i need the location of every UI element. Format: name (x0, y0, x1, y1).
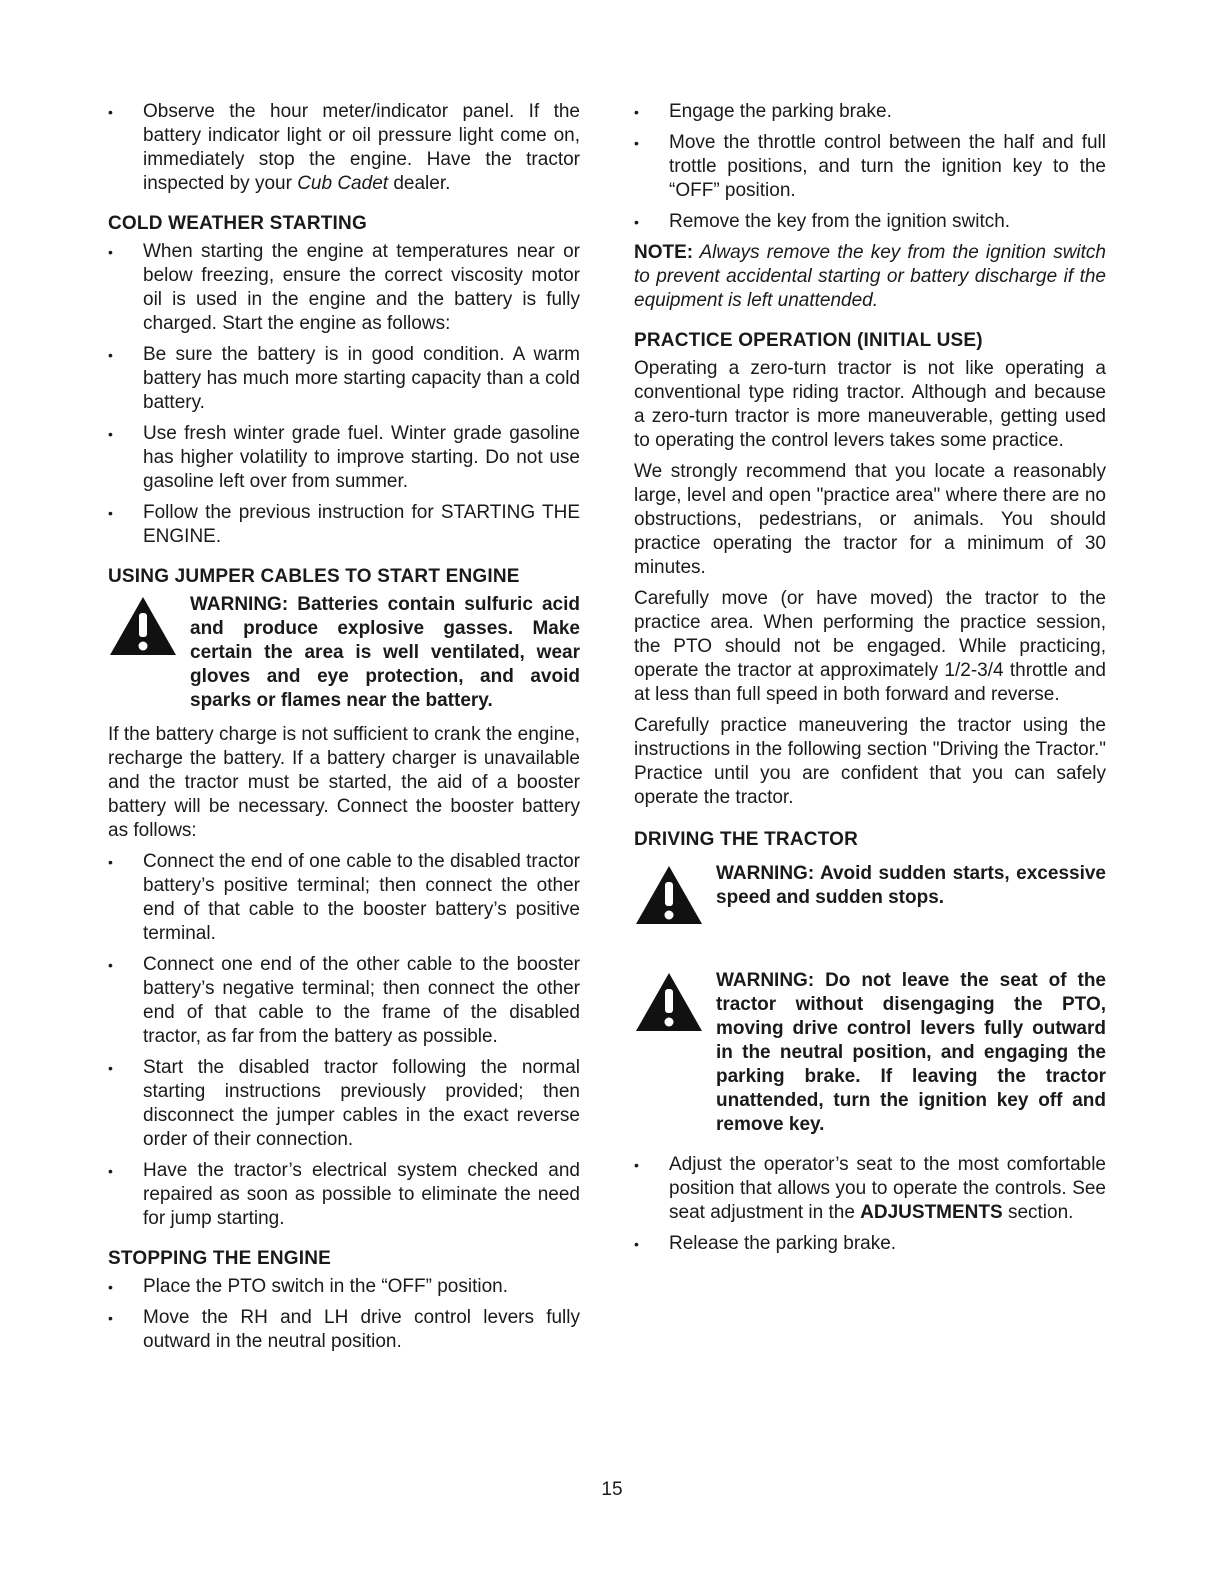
page-number: 15 (601, 1479, 623, 1500)
left-column (108, 100, 580, 1361)
warning-sudden-starts (634, 862, 1106, 933)
list-item: • Move the throttle control between the half and full trottle positions, and turn the ignition key to the “OFF” position. (634, 131, 1106, 203)
driving-list (634, 1153, 1106, 1256)
section-heading-stopping-engine: STOPPING THE ENGINE (108, 1248, 332, 1269)
list-item: • Follow the previous instruction for STARTING THE ENGINE. (108, 501, 580, 549)
list-item: • Release the parking brake. (634, 1232, 1106, 1256)
practice-paragraph: We strongly recommend that you locate a reasonably large, level and open "practice area" where there are no obstructions, pedestrians, or animals. You should practice operating the tractor for a minimum of 30 minutes. (634, 461, 1106, 578)
stopping-continued-list (634, 100, 1106, 234)
list-item: • Be sure the battery is in good condition. A warm battery has much more starting capacity than a cold battery. (108, 343, 580, 415)
cold-weather-list (108, 240, 580, 549)
note-paragraph (634, 241, 1106, 313)
intro-list (108, 100, 580, 196)
list-item: • Move the RH and LH drive control levers fully outward in the neutral position. (108, 1306, 580, 1354)
section-heading-jumper-cables: USING JUMPER CABLES TO START ENGINE (108, 566, 520, 587)
warning-leave-seat (634, 969, 1106, 1137)
warning-text: WARNING: Do not leave the seat of the tractor without disengaging the PTO, moving drive control levers fully outward in the neutral position, and engaging the parking brake. If leaving the tractor unattended, turn the ignition key off and remove key. (716, 970, 1106, 1135)
warning-text: WARNING: Batteries contain sulfuric acid and produce explosive gasses. Make certain the area is well ventilated, wear gloves and eye protection, and avoid sparks or flames near the battery. (190, 594, 580, 711)
list-item: • Connect the end of one cable to the disabled tractor battery’s positive terminal; then connect the other end of that cable to the booster battery’s positive terminal. (108, 850, 580, 946)
note-label: NOTE: (634, 242, 694, 263)
warning-battery-acid (108, 593, 580, 713)
warning-triangle-icon (634, 864, 716, 933)
section-heading-driving-tractor: DRIVING THE TRACTOR (634, 829, 859, 850)
section-heading-practice-operation: PRACTICE OPERATION (INITIAL USE) (634, 330, 983, 351)
practice-paragraph: Operating a zero-turn tractor is not like operating a conventional type riding tractor. Although and because a zero-turn tractor is more maneuverable, getting used to operating the control levers takes some practice. (634, 358, 1106, 451)
practice-paragraph: Carefully practice maneuvering the tractor using the instructions in the following section "Driving the Tractor." Practice until you are confident that you can safely operate the tractor. (634, 715, 1106, 808)
jumper-list (108, 850, 580, 1231)
list-item: • When starting the engine at temperatures near or below freezing, ensure the correct viscosity motor oil is used in the engine and the battery is fully charged. Start the engine as follows: (108, 240, 580, 336)
list-item: • Remove the key from the ignition switch. (634, 210, 1106, 234)
list-item: • Connect one end of the other cable to the booster battery’s negative terminal; then connect the other end of that cable to the frame of the disabled tractor, as far from the battery as possible. (108, 953, 580, 1049)
warning-triangle-icon (634, 971, 716, 1040)
note-text: Always remove the key from the ignition switch to prevent accidental starting or battery discharge if the equipment is left unattended. (634, 242, 1106, 311)
list-item: • Have the tractor’s electrical system checked and repaired as soon as possible to eliminate the need for jump starting. (108, 1159, 580, 1231)
section-heading-cold-weather: COLD WEATHER STARTING (108, 213, 367, 234)
warning-text: WARNING: Avoid sudden starts, excessive speed and sudden stops. (716, 863, 1106, 908)
right-column (634, 100, 1106, 1263)
list-item: • Engage the parking brake. (634, 100, 1106, 124)
list-item: • Adjust the operator’s seat to the most comfortable position that allows you to operate the controls. See seat adjustment in the ADJUSTMENTS section. (634, 1153, 1106, 1225)
list-item: • Use fresh winter grade fuel. Winter grade gasoline has higher volatility to improve starting. Do not use gasoline left over from summer. (108, 422, 580, 494)
list-item: • Observe the hour meter/indicator panel. If the battery indicator light or oil pressure light come on, immediately stop the engine. Have the tractor inspected by your Cub Cadet dealer. (108, 100, 580, 196)
brand-name: Cub Cadet (297, 173, 389, 194)
adjustments-reference: ADJUSTMENTS (860, 1202, 1003, 1223)
list-item: • Place the PTO switch in the “OFF” position. (108, 1275, 580, 1299)
warning-triangle-icon (108, 595, 190, 664)
jumper-paragraph: If the battery charge is not sufficient to crank the engine, recharge the battery. If a battery charger is unavailable and the tractor must be started, the aid of a booster battery will be necessary. Connect the booster battery as follows: (108, 724, 580, 841)
stopping-list (108, 1275, 580, 1354)
practice-paragraph: Carefully move (or have moved) the tractor to the practice area. When performing the practice session, the PTO should not be engaged. While practicing, operate the tractor at approximately 1/2-3/4 throttle and at less than full speed in both forward and reverse. (634, 588, 1106, 705)
list-item: • Start the disabled tractor following the normal starting instructions previously provided; then disconnect the jumper cables in the exact reverse order of their connection. (108, 1056, 580, 1152)
